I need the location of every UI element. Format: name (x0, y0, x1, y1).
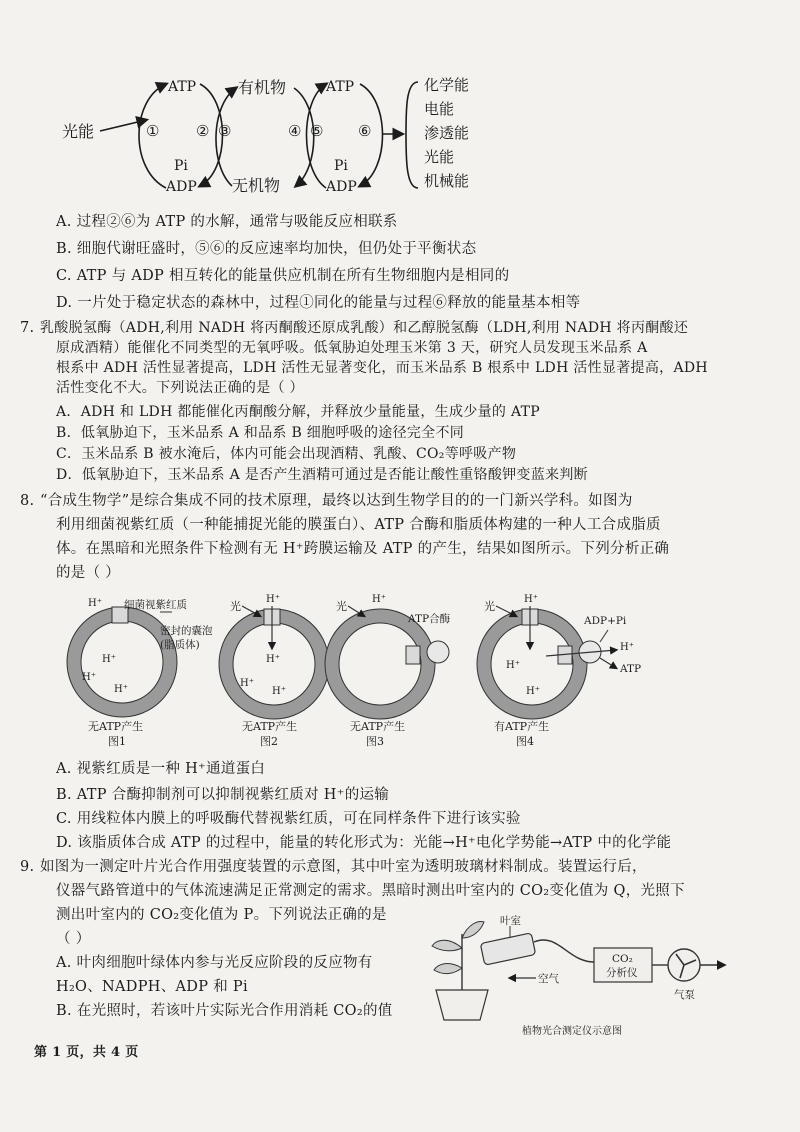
f4-name: 图4 (516, 735, 534, 748)
f1-label-rhodopsin: 细菌视紫红质 (124, 599, 187, 611)
svg-text:H⁺: H⁺ (272, 686, 286, 697)
pump-label: 气泵 (674, 989, 695, 1001)
analyzer-line-2: 分析仪 (606, 967, 638, 979)
energy-mechanical: 机械能 (424, 172, 470, 190)
q9-stem-line-4: （ ） (56, 931, 91, 947)
svg-text:H⁺: H⁺ (88, 598, 102, 609)
adp-right-label: ADP (326, 179, 357, 195)
f2-light: 光 (230, 600, 241, 613)
process-4: ④ (288, 122, 302, 140)
f1-label-vesicle: 密封的囊泡 (160, 625, 213, 637)
adp-left-label: ADP (166, 179, 197, 195)
f3-enzyme: ATP合酶 (408, 613, 451, 625)
q7-option-a: A．ADH 和 LDH 都能催化丙酮酸分解，并释放少量能量，生成少量的 ATP (56, 404, 540, 420)
atp-left-label: ATP (168, 79, 197, 95)
q7-stem-line-4: 活性变化不大。下列说法正确的是（ ） (56, 380, 304, 396)
f2-result: 无ATP产生 (242, 720, 298, 733)
q8-option-c: C. 用线粒体内膜上的呼吸酶代替视紫红质，可在同样条件下进行该实验 (56, 811, 521, 827)
energy-chemical: 化学能 (424, 76, 470, 94)
q9-stem-line-1: 如图为一测定叶片光合作用强度装置的示意图，其中叶室为透明玻璃材料制成。装置运行后， (40, 859, 647, 875)
svg-text:H⁺: H⁺ (372, 594, 386, 605)
svg-text:H⁺: H⁺ (266, 594, 280, 605)
f1-name: 图1 (108, 735, 126, 748)
q6-option-c: C. ATP 与 ADP 相互转化的能量供应机制在所有生物细胞内是相同的 (56, 268, 510, 284)
page-footer: 第 1 页，共 4 页 (34, 1045, 139, 1060)
svg-text:H⁺: H⁺ (620, 642, 634, 653)
process-6: ⑥ (358, 122, 372, 140)
q7-stem-line-1: 乳酸脱氢酶（ADH,利用 NADH 将丙酮酸还原成乳酸）和乙醇脱氢酶（LDH,利用 NADH 将丙酮酸还 (40, 320, 689, 336)
q6-option-a: A. 过程②⑥为 ATP 的水解，通常与吸能反应相联系 (56, 214, 398, 230)
figure-3 (325, 594, 451, 748)
q9-option-a-line-1: A. 叶肉细胞叶绿体内参与光反应阶段的反应物有 (56, 955, 373, 971)
f4-adp: ADP+Pi (584, 615, 627, 627)
figure-caption: 植物光合测定仪示意图 (522, 1026, 622, 1037)
liposome-figures (60, 590, 760, 750)
energy-osmotic: 渗透能 (424, 124, 470, 142)
svg-text:H⁺: H⁺ (240, 678, 254, 689)
q7-option-c: C．玉米品系 B 被水淹后，体内可能会出现酒精、乳酸、CO₂等呼吸产物 (56, 446, 517, 462)
q8-option-d: D. 该脂质体合成 ATP 的过程中，能量的转化形式为：光能→H⁺电化学势能→ATP 中的化学能 (56, 835, 672, 851)
q9-option-a-line-2: H₂O、NADPH、ADP 和 Pi (56, 979, 248, 995)
analyzer-line-1: CO₂ (612, 953, 633, 965)
f1-result: 无ATP产生 (88, 720, 144, 733)
svg-text:H⁺: H⁺ (82, 672, 96, 683)
f4-atp: ATP (620, 663, 642, 675)
q7-number: 7. (20, 320, 35, 336)
svg-text:H⁺: H⁺ (114, 684, 128, 695)
q8-option-a: A. 视紫红质是一种 H⁺通道蛋白 (56, 761, 266, 777)
figure-1 (67, 598, 213, 748)
atp-cycle-diagram (60, 70, 520, 205)
q8-option-b: B. ATP 合酶抑制剂可以抑制视紫红质对 H⁺的运输 (56, 787, 390, 803)
q7-option-d: D．低氧胁迫下，玉米品系 A 是否产生酒精可通过是否能让酸性重铬酸钾变蓝来判断 (56, 467, 588, 483)
f4-light: 光 (484, 600, 495, 613)
process-2: ② (196, 122, 210, 140)
q7-option-b: B．低氧胁迫下，玉米品系 A 和品系 B 细胞呼吸的途径完全不同 (56, 425, 465, 441)
f3-name: 图3 (366, 735, 384, 748)
inorganic-label: 无机物 (232, 176, 281, 195)
energy-electric: 电能 (424, 100, 455, 118)
f3-result: 无ATP产生 (350, 720, 406, 733)
process-1: ① (146, 122, 160, 140)
process-5: ⑤ (310, 122, 324, 140)
organic-label: 有机物 (238, 78, 287, 97)
q9-stem-line-3: 测出叶室内的 CO₂变化值为 P。下列说法正确的是 (56, 907, 387, 923)
light-energy-label: 光能 (62, 122, 95, 141)
atp-right-label: ATP (326, 79, 355, 95)
q8-stem-line-3: 体。在黑暗和光照条件下检测有无 H⁺跨膜运输及 ATP 的产生，结果如图所示。下列分析正确 (56, 541, 670, 557)
figure-4 (477, 594, 641, 748)
q9-stem-line-2: 仪器气路管道中的气体流速满足正常测定的需求。黑暗时测出叶室内的 CO₂变化值为 Q，光照下 (56, 883, 685, 899)
svg-text:H⁺: H⁺ (102, 654, 116, 665)
svg-text:H⁺: H⁺ (266, 654, 280, 665)
svg-text:H⁺: H⁺ (526, 686, 540, 697)
q7-stem-line-3: 根系中 ADH 活性显著提高，LDH 活性无显著变化，而玉米品系 B 根系中 LDH 活性显著提高，ADH (56, 360, 708, 376)
pi-left-label: Pi (174, 158, 188, 174)
svg-text:H⁺: H⁺ (524, 594, 538, 605)
q8-stem-line-2: 利用细菌视紫红质（一种能捕捉光能的膜蛋白）、ATP 合酶和脂质体构建的一种人工合成脂质 (56, 517, 661, 533)
chamber-label: 叶室 (500, 915, 521, 927)
q6-option-b: B. 细胞代谢旺盛时，⑤⑥的反应速率均加快，但仍处于平衡状态 (56, 241, 477, 257)
q9-number: 9. (20, 859, 35, 875)
q9-option-b: B. 在光照时，若该叶片实际光合作用消耗 CO₂的值 (56, 1003, 393, 1019)
q6-option-d: D. 一片处于稳定状态的森林中，过程①同化的能量与过程⑥释放的能量基本相等 (56, 295, 581, 311)
photosynthesis-apparatus-figure (418, 912, 758, 1042)
f4-result: 有ATP产生 (494, 720, 550, 733)
process-3: ③ (218, 122, 232, 140)
f1-label-liposome: (脂质体) (160, 639, 200, 651)
f2-name: 图2 (260, 735, 278, 748)
q7-stem-line-2: 原成酒精）能催化不同类型的无氧呼吸。低氧胁迫处理玉米第 3 天，研究人员发现玉米品系 A (56, 340, 648, 356)
f3-light: 光 (336, 600, 347, 613)
q8-stem-line-4: 的是（ ） (56, 565, 121, 581)
pi-right-label: Pi (334, 158, 348, 174)
q8-stem-line-1: “合成生物学”是综合集成不同的技术原理，最终以达到生物学目的的一门新兴学科。如图为 (40, 493, 633, 509)
energy-light: 光能 (424, 148, 455, 166)
air-label: 空气 (538, 973, 559, 985)
q8-number: 8. (20, 493, 35, 509)
svg-text:H⁺: H⁺ (506, 660, 520, 671)
figure-2 (219, 594, 329, 748)
